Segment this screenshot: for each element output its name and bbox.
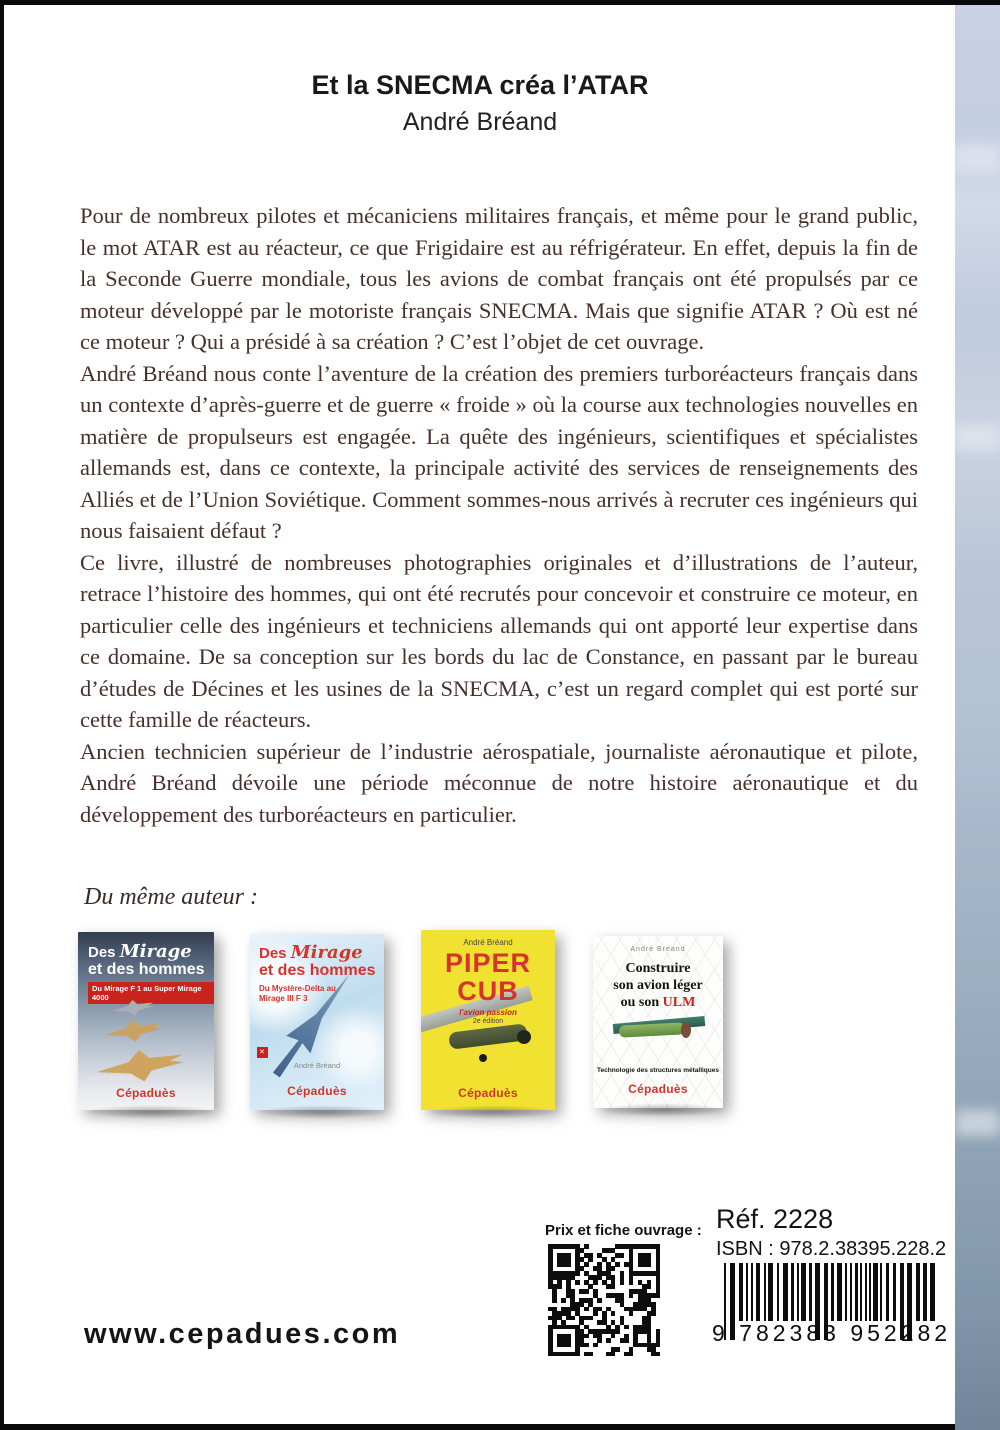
book-thumbnail-des-mirage-2 (250, 934, 384, 1110)
book2-shadow (258, 1105, 387, 1119)
book2-author: André Bréand (293, 1061, 341, 1070)
book1-author: André Bréand (87, 1073, 134, 1082)
blurb-paragraph-4: Ancien technicien supérieur de l’industrie aérospatiale, journaliste aéronautique et pilote, André Bréand dévoile une période méconnue de notre histoire aéronautique et du développement des turboréacteurs en particulier. (80, 738, 918, 827)
cloud-band (955, 145, 1000, 171)
cover-border-top (0, 0, 1000, 5)
book3-title-cub: CUB (457, 976, 519, 1006)
book4-title-line3: ou son (620, 995, 663, 1010)
book2-subtitle: Du Mystère-Delta au Mirage III F 3 (259, 984, 336, 1003)
blurb-paragraph-2: André Bréand nous conte l’aventure de la création des premiers turboréacteurs français dans un contexte d’après-guerre et de guerre « froide » où la course aux technologies nouvelles en matière de propulseurs est engagée. La quête des ingénieurs, scientifiques et spécialistes allemands est, dans ce contexte, la principale activité des services de renseignements des Alliés et de l’Union Soviétique. Comment sommes-nous arrivés à recruter ces ingénieurs qui nous faisaient défaut ? (80, 360, 918, 543)
isbn-number: ISBN : 978.2.38395.228.2 (716, 1238, 947, 1260)
book4-shadow (601, 1103, 726, 1117)
book1-subtitle: Du Mirage F 1 au Super Mirage 4000 (88, 982, 214, 1004)
cloud-band (955, 425, 1000, 451)
blurb-paragraph-3: Ce livre, illustré de nombreuses photographies originales et d’illustrations de l’auteur, retrace l’histoire des hommes, qui ont été recrutés pour concevoir et construire ce moteur, en particulier celle des ingénieurs et techniciens allemands qui ont apporté leur expertise dans ce domaine. De sa conception sur les bords du lac de Constance, en passant par le bureau d’études de Décines et les usines de la SNECMA, c’est un regard complet qui est porté sur cette famille de réacteurs. (80, 549, 918, 732)
engine-cowl-icon (517, 1030, 531, 1044)
book3-subtitle: l’avion passion (459, 1008, 517, 1017)
book3-cover (421, 930, 555, 1110)
book3-title-piper: PIPER (444, 948, 532, 978)
publisher-website: www.cepadues.com (84, 1318, 401, 1350)
qr-code (548, 1244, 660, 1356)
book4-title-ulm: ULM (662, 995, 696, 1010)
fuselage-icon (448, 1023, 527, 1049)
barcode-digits: 9 782383 952282 (712, 1320, 952, 1346)
book2-publisher-logo: Cépaduès (287, 1084, 347, 1098)
book4-publisher-logo: Cépaduès (628, 1082, 688, 1096)
spine-sky-photo (955, 5, 1000, 1430)
wheel-icon (479, 1054, 487, 1062)
same-author-heading: Du même auteur : (84, 884, 258, 910)
book4-title-line2: son avion léger (613, 978, 703, 993)
book1-shadow (86, 1105, 217, 1119)
back-cover-blurb (80, 200, 918, 830)
book4-title-line1: Construire (625, 961, 691, 976)
book3-shadow (429, 1105, 558, 1119)
jet-icon (94, 1043, 186, 1090)
book-thumbnail-des-mirage-1 (78, 932, 214, 1110)
cocarde-badge-icon (257, 1047, 268, 1058)
book1-title-mirage: Mirage (119, 941, 192, 962)
book1-publisher-logo: Cépaduès (116, 1086, 176, 1100)
book2-title-mirage: Mirage (290, 942, 363, 963)
qr-label: Prix et fiche ouvrage : (545, 1222, 702, 1239)
propeller-icon (681, 1022, 691, 1038)
book2-title-hommes: et des hommes (259, 962, 376, 979)
book3-publisher-logo: Cépaduès (458, 1086, 518, 1100)
book2-cover (250, 934, 384, 1110)
cover-border-left (0, 0, 4, 1430)
book1-title-hommes: et des hommes (88, 961, 205, 978)
book4-cover (593, 936, 723, 1108)
book1-title-des: Des (88, 944, 116, 961)
book-thumbnail-piper-cub (421, 930, 555, 1110)
book1-cover (78, 932, 214, 1110)
reference-number: Réf. 2228 (716, 1204, 834, 1234)
book3-author: André Bréand (463, 938, 513, 947)
book2-title-des: Des (259, 945, 287, 962)
book-thumbnail-construire-ulm (593, 936, 723, 1108)
book3-edition: 2e édition (472, 1018, 504, 1025)
blurb-paragraph-1: Pour de nombreux pilotes et mécaniciens militaires français, et même pour le grand public, le mot ATAR est au réacteur, ce que Frigidaire est au réfrigérateur. En effet, depuis la fin de la Seconde Guerre mondiale, tous les avions de combat français ont été propulsés par ce moteur développé par le motoriste français SNECMA. Mais que signifie ATAR ? Où est né ce moteur ? Qui a présidé à sa création ? C’est l’objet de cet ouvrage. (80, 203, 918, 354)
book4-caption: Technologie des structures métalliques (597, 1067, 719, 1074)
book-author: André Bréand (402, 108, 558, 136)
book4-author: André Bréand (630, 946, 686, 953)
book-title: Et la SNECMA créa l’ATAR (311, 70, 649, 100)
cloud-band (955, 1110, 1000, 1136)
jet-icon (103, 1015, 164, 1047)
cover-border-bottom (0, 1424, 1000, 1430)
fuselage-icon (619, 1022, 686, 1037)
